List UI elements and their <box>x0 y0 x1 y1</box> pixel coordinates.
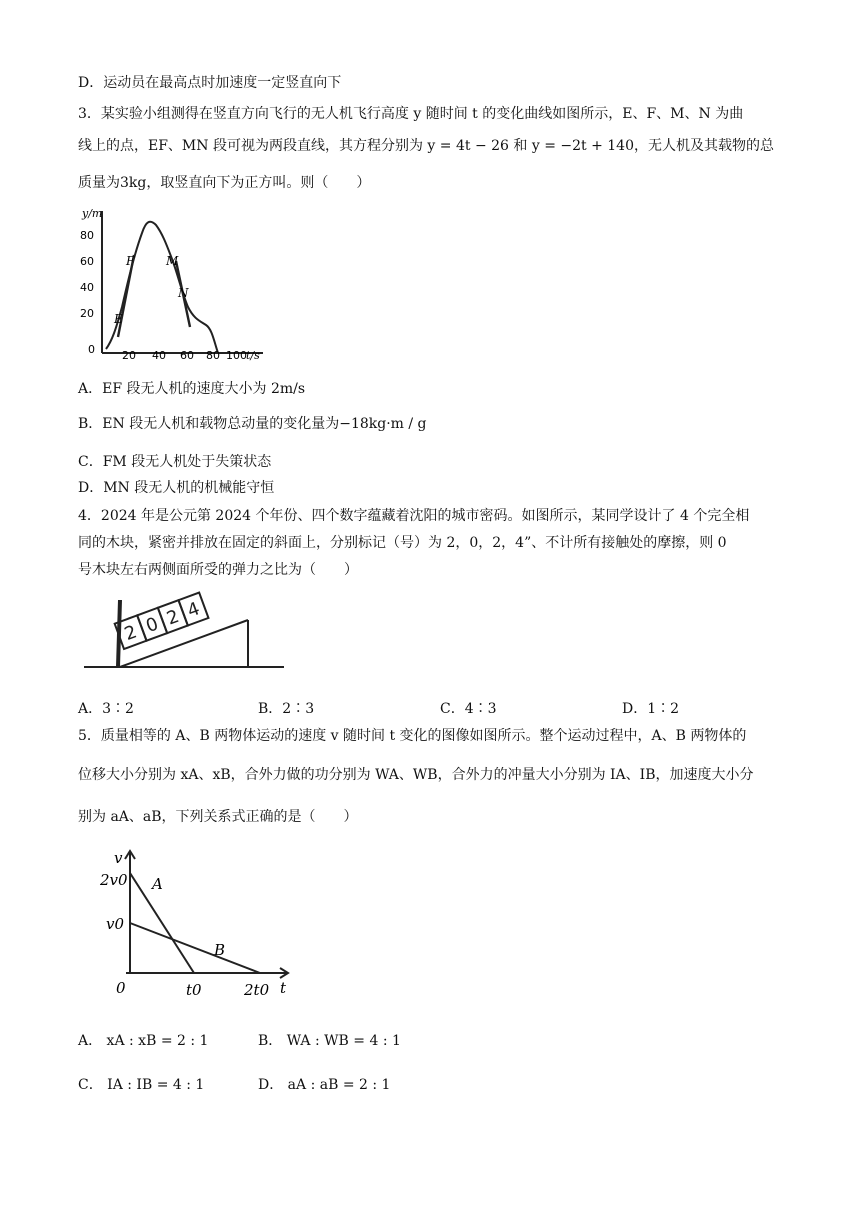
q4-option-b: B．2∶3 <box>258 701 315 717</box>
q3-point-m: M <box>166 254 179 268</box>
q5-option-c: C． IA : IB = 4 : 1 <box>78 1077 205 1093</box>
q5-y-axis-label: v <box>114 849 123 867</box>
q3-y-tick-80: 80 <box>80 229 94 242</box>
q5-text-line1: 5．质量相等的 A、B 两物体运动的速度 v 随时间 t 变化的图像如图所示。整个运动过程中，A、B 两物体的 <box>78 728 747 744</box>
q3-text-line3: 质量为3kg，取竖直向下为正方叫。则（ ） <box>78 175 371 191</box>
q3-y-tick-0: 0 <box>88 343 95 356</box>
q3-option-b: B．EN 段无人机和载物总动量的变化量为−18kg·m / g <box>78 416 427 432</box>
q4-block-label-1: 2 <box>121 621 140 646</box>
q3-x-tick-100: 100 <box>226 349 247 362</box>
q3-x-tick-20: 20 <box>122 349 136 362</box>
q4-text-line2: 同的木块，紧密并排放在固定的斜面上，分别标记（号）为 2，0，2，4”、不计所有接触处的摩擦，则 0 <box>78 535 727 551</box>
q5-label-origin: 0 <box>116 979 126 997</box>
q3-option-a: A．EF 段无人机的速度大小为 2m/s <box>78 381 306 397</box>
q3-x-axis-label: t/s <box>246 349 260 362</box>
q4-block-label-3: 2 <box>163 605 182 630</box>
q5-line-b-label: B <box>214 941 226 959</box>
q3-x-tick-60: 60 <box>180 349 194 362</box>
q5-x-axis-label: t <box>280 979 287 997</box>
q5-line-a-label: A <box>152 875 163 893</box>
q3-text-line2: 线上的点，EF、MN 段可视为两段直线，其方程分别为 y = 4t − 26 和 y = −2t + 140，无人机及其载物的总 <box>78 138 774 154</box>
q4-text-line3: 号木块左右两侧面所受的弹力之比为（ ） <box>78 562 358 578</box>
q5-option-b: B． WA : WB = 4 : 1 <box>258 1033 401 1049</box>
q5-label-2t0: 2t0 <box>244 981 270 999</box>
q3-y-tick-40: 40 <box>80 281 94 294</box>
q5-label-t0: t0 <box>186 981 202 999</box>
q4-option-d: D．1∶2 <box>622 701 680 717</box>
q3-option-d: D．MN 段无人机的机械能守恒 <box>78 480 275 496</box>
q3-option-c: C．FM 段无人机处于失策状态 <box>78 454 272 470</box>
q3-point-n: N <box>178 286 189 300</box>
q2-option-d: D．运动员在最高点时加速度一定竖直向下 <box>78 75 342 91</box>
q3-point-e: E <box>114 312 123 326</box>
q3-x-tick-80: 80 <box>206 349 220 362</box>
q5-label-2v0: 2v0 <box>100 871 128 889</box>
q3-point-f: F <box>126 254 135 268</box>
q3-y-tick-20: 20 <box>80 307 94 320</box>
q5-option-a: A． xA : xB = 2 : 1 <box>78 1033 209 1049</box>
q3-x-tick-40: 40 <box>152 349 166 362</box>
q5-label-v0: v0 <box>106 915 125 933</box>
q3-text-line1: 3．某实验小组测得在竖直方向飞行的无人机飞行高度 y 随时间 t 的变化曲线如图所示，E、F、M、N 为曲 <box>78 106 744 122</box>
q4-block-label-4: 4 <box>184 598 203 622</box>
q4-block-label-2: 0 <box>143 613 162 638</box>
q4-option-c: C．4∶3 <box>440 701 497 717</box>
q5-option-d: D． aA : aB = 2 : 1 <box>258 1077 391 1093</box>
q3-y-tick-60: 60 <box>80 255 94 268</box>
q3-y-axis-label: y/m <box>82 207 103 220</box>
q5-velocity-time-graph <box>98 845 298 1005</box>
q4-option-a: A．3∶2 <box>78 701 134 717</box>
q4-incline-blocks-figure <box>78 590 288 680</box>
q5-text-line3: 别为 aA、aB，下列关系式正确的是（ ） <box>78 809 358 825</box>
q4-text-line1: 4．2024 年是公元第 2024 个年份、四个数字蕴藏着沈阳的城市密码。如图所示，某同学设计了 4 个完全相 <box>78 508 750 524</box>
q5-text-line2: 位移大小分别为 xA、xB，合外力做的功分别为 WA、WB，合外力的冲量大小分别为 IA、IB，加速度大小分 <box>78 767 754 783</box>
q3-height-time-graph <box>78 203 268 363</box>
